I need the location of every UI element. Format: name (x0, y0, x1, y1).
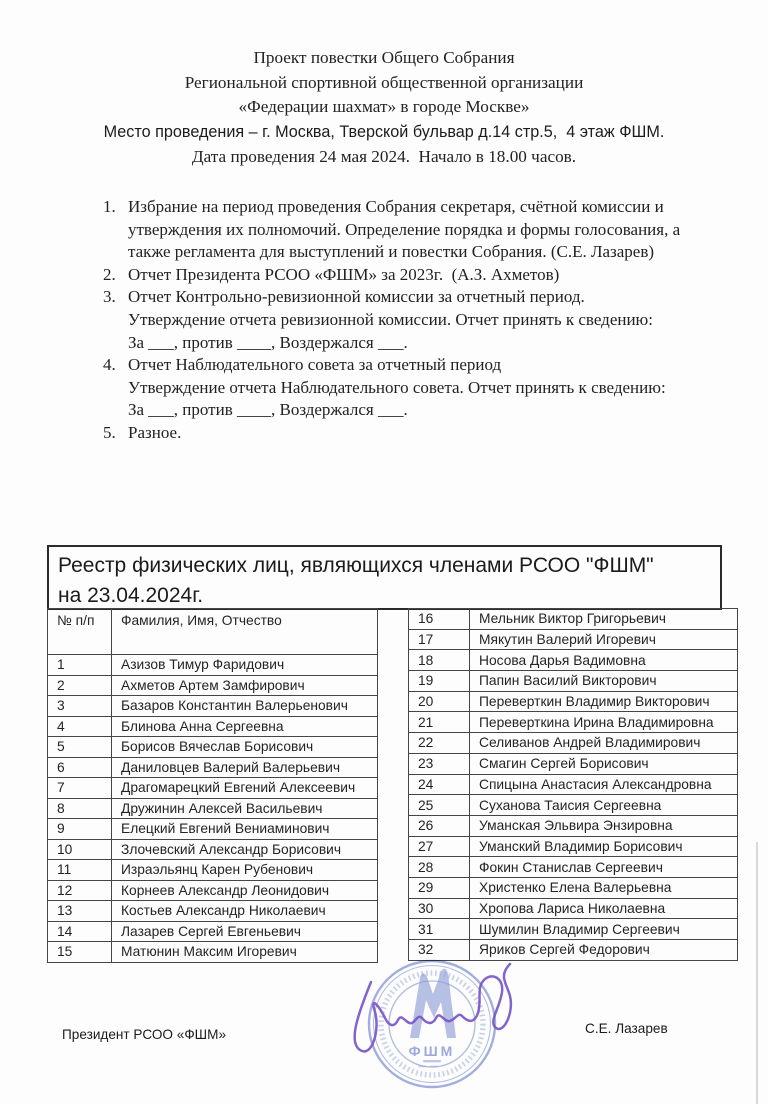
member-number-cell: 9 (48, 819, 112, 840)
member-number-cell: 22 (409, 733, 470, 754)
member-number-cell: 1 (48, 655, 112, 676)
member-name-cell: Драгомарецкий Евгений Алексеевич (112, 778, 378, 799)
agenda-item-number: 3. (103, 287, 116, 307)
member-number-cell: 14 (48, 921, 112, 942)
member-row (409, 671, 738, 692)
header-line-title: Проект повестки Общего Собрания (253, 48, 515, 67)
member-number-cell: 5 (48, 737, 112, 758)
agenda-item-number: 1. (103, 197, 116, 216)
member-name-cell: Израэльянц Карен Рубенович (112, 860, 378, 881)
agenda-item-text: За ___, против ____, Воздержался ___. (128, 332, 408, 352)
member-name-cell: Уманский Владимир Борисович (470, 836, 738, 857)
agenda-item-3 (103, 286, 733, 354)
member-number-cell: 12 (48, 880, 112, 901)
member-name-cell: Корнеев Александр Леонидович (112, 880, 378, 901)
stamp-org-text: ФШМ (408, 1043, 456, 1059)
member-number-cell: 18 (409, 650, 470, 671)
member-name-cell: Мельник Виктор Григорьевич (470, 609, 738, 630)
agenda-item-5 (103, 422, 733, 445)
member-name-cell: Христенко Елена Валерьевна (470, 877, 738, 898)
member-number-cell: 30 (409, 898, 470, 919)
member-number-cell: 10 (48, 839, 112, 860)
member-name-cell: Папин Василий Викторович (470, 671, 738, 692)
member-row (409, 836, 738, 857)
stamp-knight-logo (410, 969, 456, 1038)
member-name-cell: Костьев Александр Николаевич (112, 901, 378, 922)
member-name-cell: Ахметов Артем Замфирович (112, 675, 378, 696)
agenda-item-text: Утверждение отчета ревизионной комиссии. Отчет принять к сведению: (128, 309, 653, 329)
footer-president-name: С.Е. Лазарев (585, 1021, 668, 1036)
member-name-cell: Лазарев Сергей Евгеньевич (112, 921, 378, 942)
member-number-cell: 28 (409, 857, 470, 878)
document-header (0, 46, 768, 170)
member-name-cell: Хропова Лариса Николаевна (470, 898, 738, 919)
member-number-cell: 4 (48, 716, 112, 737)
member-row (48, 757, 378, 778)
member-row (48, 942, 378, 963)
registry-title-date: на 23.04.2024г. (58, 583, 204, 607)
agenda-item-1 (103, 196, 733, 264)
member-name-cell: Матюнин Максим Игоревич (112, 942, 378, 963)
member-row (409, 629, 738, 650)
member-name-cell: Злочевский Александр Борисович (112, 839, 378, 860)
member-number-cell: 23 (409, 753, 470, 774)
member-name-cell: Блинова Анна Сергеевна (112, 716, 378, 737)
member-number-cell: 25 (409, 795, 470, 816)
agenda-item-text: За ___, против ____, Воздержался ___. (128, 400, 408, 420)
header-line-org2: «Федерации шахмат» в городе Москве» (238, 97, 530, 117)
member-name-cell: Мякутин Валерий Игоревич (470, 629, 738, 650)
member-number-cell: 20 (409, 691, 470, 712)
member-row (48, 839, 378, 860)
member-number-cell: 27 (409, 836, 470, 857)
member-row (409, 650, 738, 671)
member-number-cell: 13 (48, 901, 112, 922)
header-line-place: Место проведения – г. Москва, Тверской бульвар д.14 стр.5, 4 этаж ФШМ. (103, 123, 665, 142)
member-name-cell: Даниловцев Валерий Валерьевич (112, 757, 378, 778)
agenda-item-4 (103, 354, 733, 422)
round-stamp-icon (369, 961, 495, 1087)
member-name-cell: Борисов Вячеслав Борисович (112, 737, 378, 758)
member-name-cell: Селиванов Андрей Владимирович (470, 733, 738, 754)
member-name-cell: Суханова Таисия Сергеевна (470, 795, 738, 816)
member-row (48, 675, 378, 696)
member-row (409, 712, 738, 733)
member-name-cell: Уманская Эльвира Энзировна (470, 815, 738, 836)
member-number-cell: 24 (409, 774, 470, 795)
member-row (409, 609, 738, 630)
member-name-cell: Носова Дарья Вадимовна (470, 650, 738, 671)
member-row (409, 940, 738, 961)
member-row (48, 696, 378, 717)
member-number-cell: 31 (409, 919, 470, 940)
member-number-cell: 21 (409, 712, 470, 733)
member-row (48, 880, 378, 901)
member-row (48, 655, 378, 676)
member-number-cell: 15 (48, 942, 112, 963)
registry-title: Реестр физических лиц, являющихся членами РСОО "ФШМ" (58, 554, 654, 577)
agenda-item-text: Отчет Контрольно-ревизионной комиссии за отчетный период. (128, 287, 585, 307)
member-row (409, 815, 738, 836)
member-row (48, 819, 378, 840)
member-row (409, 795, 738, 816)
member-number-cell: 7 (48, 778, 112, 799)
footer-president-label: Президент РСОО «ФШМ» (62, 1027, 227, 1042)
member-name-cell: Базаров Константин Валерьенович (112, 696, 378, 717)
scan-artifact-line (756, 842, 758, 1104)
member-row (409, 691, 738, 712)
member-row (48, 716, 378, 737)
col-header-number: № п/п (48, 609, 112, 655)
agenda-list (103, 196, 733, 445)
member-row (48, 778, 378, 799)
member-row (409, 753, 738, 774)
agenda-item-2 (103, 264, 733, 287)
signature-scribble (355, 964, 511, 1051)
member-name-cell: Переверткина Ирина Владимировна (470, 712, 738, 733)
member-number-cell: 26 (409, 815, 470, 836)
member-name-cell: Яриков Сергей Федорович (470, 940, 738, 961)
member-number-cell: 32 (409, 940, 470, 961)
agenda-item-text: Разное. (128, 422, 182, 442)
member-row (48, 798, 378, 819)
header-line-date: Дата проведения 24 мая 2024. Начало в 18.00 часов. (191, 146, 577, 166)
member-row (409, 774, 738, 795)
member-number-cell: 19 (409, 671, 470, 692)
registry-title-box (47, 545, 722, 610)
member-row (409, 733, 738, 754)
member-row (48, 921, 378, 942)
col-header-name: Фамилия, Имя, Отчество (112, 609, 378, 655)
member-number-cell: 8 (48, 798, 112, 819)
member-number-cell: 11 (48, 860, 112, 881)
member-number-cell: 6 (48, 757, 112, 778)
member-number-cell: 17 (409, 629, 470, 650)
member-row (409, 857, 738, 878)
agenda-item-text: Отчет Наблюдательного совета за отчетный период (128, 355, 502, 375)
member-row (409, 919, 738, 940)
member-name-cell: Азизов Тимур Фаридович (112, 655, 378, 676)
header-line-org: Региональной спортивной общественной организации (184, 72, 584, 92)
member-number-cell: 3 (48, 696, 112, 717)
member-row (48, 860, 378, 881)
member-number-cell: 2 (48, 675, 112, 696)
agenda-item-number: 2. (103, 264, 116, 284)
agenda-item-number: 4. (103, 355, 116, 375)
member-row (409, 877, 738, 898)
member-name-cell: Переверткин Владимир Викторович (470, 691, 738, 712)
member-name-cell: Елецкий Евгений Вениаминович (112, 819, 378, 840)
member-row (409, 898, 738, 919)
agenda-item-text: Отчет Президента РСОО «ФШМ» за 2023г. (А.З. Ахметов) (128, 264, 560, 284)
member-number-cell: 29 (409, 877, 470, 898)
member-name-cell: Смагин Сергей Борисович (470, 753, 738, 774)
agenda-item-number: 5. (103, 422, 116, 442)
agenda-item-text: Утверждение отчета Наблюдательного совета. Отчет принять к сведению: (128, 377, 666, 397)
member-row (48, 737, 378, 758)
member-name-cell: Дружинин Алексей Васильевич (112, 798, 378, 819)
members-table-left (47, 608, 378, 963)
member-name-cell: Фокин Станислав Сергеевич (470, 857, 738, 878)
agenda-item-text: также регламента для выступлений и повестки Собрания. (С.Е. Лазарев) (128, 242, 655, 262)
members-table-right (408, 608, 738, 961)
member-number-cell: 16 (409, 609, 470, 630)
member-name-cell: Спицына Анастасия Александровна (470, 774, 738, 795)
member-row (48, 901, 378, 922)
agenda-item-text: Избрание на период проведения Собрания секретаря, счётной комиссии и (128, 197, 664, 216)
member-name-cell: Шумилин Владимир Сергеевич (470, 919, 738, 940)
table-header-row (48, 609, 378, 655)
agenda-item-text: утверждения их полномочий. Определение порядка и формы голосования, а (128, 219, 681, 239)
